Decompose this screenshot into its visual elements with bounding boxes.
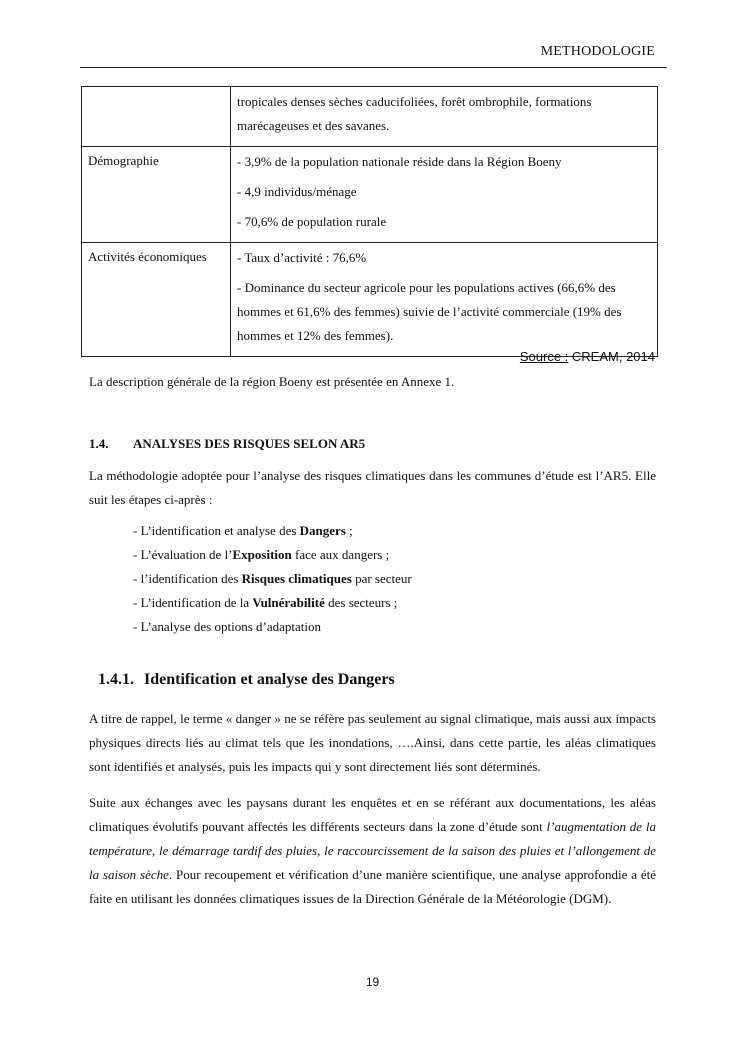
table-row xyxy=(82,87,658,147)
table-bullet: - 70,6% de population rurale xyxy=(237,214,387,229)
table-row-content xyxy=(231,243,658,357)
table-cell-line: tropicales denses sèches caducifoliées, forêt ombrophile, formations xyxy=(237,94,592,109)
subsection-title: Identification et analyse des Dangers xyxy=(144,671,395,688)
table-row-label: Démographie xyxy=(82,147,231,243)
table-source xyxy=(520,349,655,364)
table-row-label: Activités économiques xyxy=(82,243,231,357)
running-header: METHODOLOGIE xyxy=(540,44,655,59)
list-item xyxy=(133,519,412,543)
subsection-number: 1.4.1. xyxy=(98,671,134,688)
step-text: - L’identification et analyse des xyxy=(133,523,300,538)
table-row-content xyxy=(231,87,658,147)
step-keyword: Vulnérabilité xyxy=(252,595,325,610)
table-row-content xyxy=(231,147,658,243)
section-number: 1.4. xyxy=(89,436,109,451)
step-text: - l’identification des xyxy=(133,571,242,586)
paragraph-italic: l’augmentation de la température, le démarrage tardif des pluies, le raccourcissement de la saison des pluies et l’allongement de la saison sèche xyxy=(89,819,656,882)
step-text: - L’identification de la xyxy=(133,595,253,610)
section-intro-paragraph: La méthodologie adoptée pour l’analyse des risques climatiques dans les communes d’étude est l’AR5. Elle suit les étapes ci-après : xyxy=(89,468,656,507)
step-keyword: Risques climatiques xyxy=(241,571,352,586)
step-keyword: Exposition xyxy=(232,547,292,562)
header-rule xyxy=(80,67,667,68)
table-bullet: - 4,9 individus/ménage xyxy=(237,184,357,199)
paragraph-text: . Pour recoupement et vérification d’une manière scientifique, une analyse approfondie a été faite en utilisant les données climatiques issues de la Direction Générale de la Météorologie (DGM). xyxy=(89,867,656,906)
list-item xyxy=(133,543,412,567)
intro-paragraph: La description générale de la région Boeny est présentée en Annexe 1. xyxy=(89,374,455,389)
steps-list xyxy=(133,519,412,639)
table-row xyxy=(82,243,658,357)
table-row-label xyxy=(82,87,231,147)
list-item xyxy=(133,615,412,639)
step-text: - L’évaluation de l’ xyxy=(133,547,233,562)
table-cell-line: marécageuses et des savanes. xyxy=(237,118,390,133)
section-title: ANALYSES DES RISQUES SELON AR5 xyxy=(133,436,366,451)
list-item xyxy=(133,567,412,591)
paragraph-climate-hazards xyxy=(89,791,656,911)
step-text: des secteurs ; xyxy=(324,595,398,610)
step-keyword: Dangers xyxy=(299,523,346,538)
list-item xyxy=(133,591,412,615)
page-number: 19 xyxy=(365,975,380,989)
table-row xyxy=(82,147,658,243)
subsection-heading xyxy=(98,671,395,689)
table-bullet: - 3,9% de la population nationale réside dans la Région Boeny xyxy=(237,154,562,169)
step-text: par secteur xyxy=(351,571,412,586)
source-label: Source : xyxy=(519,349,569,364)
paragraph-danger-definition: A titre de rappel, le terme « danger » ne se réfère pas seulement au signal climatique, mais aussi aux impacts physiques directs liés au climat tels que les inondations, ….Ainsi, dans cette partie, les aléas climatiques sont identifiés et analysés, puis les impacts qui y sont directement liés sont déterminés. xyxy=(89,711,656,774)
paragraph-text: Suite aux échanges avec les paysans durant les enquêtes et en se référant aux documentations, les aléas climatiques évolutifs pouvant affectés les différents secteurs dans la zone d’étude sont xyxy=(89,795,656,834)
step-text: - L’analyse des options d’adaptation xyxy=(133,619,321,634)
section-heading xyxy=(89,436,365,452)
table-bullet: - Dominance du secteur agricole pour les populations actives (66,6% des hommes et 61,6% des femmes) suivie de l’activité commerciale (19% des hommes et 12% des femmes). xyxy=(237,280,622,343)
step-text: ; xyxy=(345,523,353,538)
table-bullet: - Taux d’activité : 76,6% xyxy=(237,250,367,265)
source-value: CREAM, 2014 xyxy=(568,349,655,364)
region-info-table xyxy=(81,86,658,357)
step-text: face aux dangers ; xyxy=(291,547,390,562)
